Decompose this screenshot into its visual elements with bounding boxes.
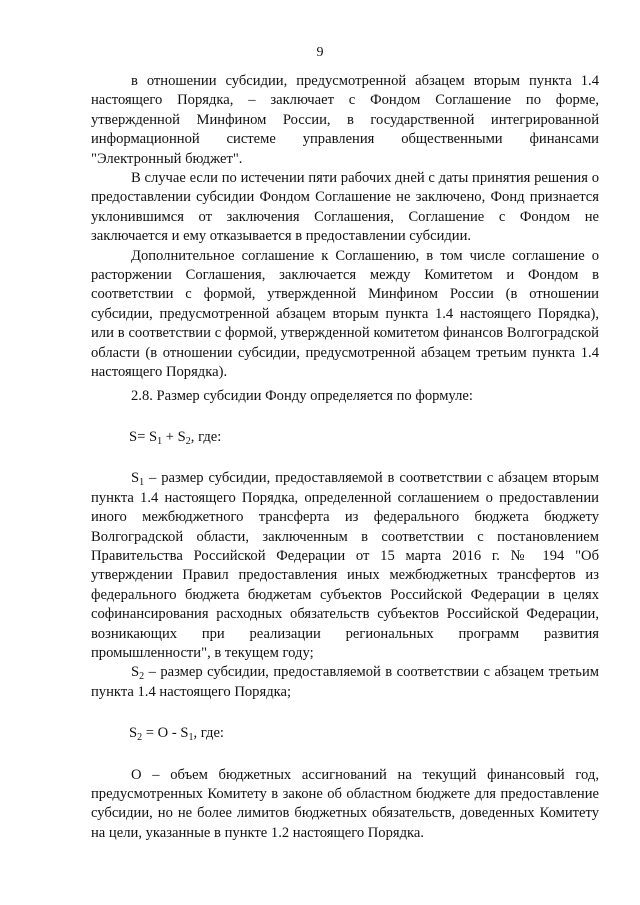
definition-s1-sub: 1: [139, 477, 145, 489]
document-body: [91, 72, 599, 843]
formula-s2-lhs: S: [129, 725, 138, 742]
paragraph-subsidy-size: 2.8. Размер субсидии Фонду определяется по формуле:: [131, 387, 473, 404]
formula-s2-sub1: 2: [137, 732, 143, 744]
formula-s2-mid: = O - S: [142, 725, 189, 742]
formula-total-sub2: 2: [185, 435, 191, 447]
definition-s2-text: – размер субсидии, предоставляемой в соответствии с абзацем третьим пункта 1.4 настоящего Порядка;: [91, 664, 599, 700]
formula-s2-tail: , где:: [193, 725, 224, 742]
formula-s2-sub2: 1: [188, 732, 194, 744]
definition-s1: [91, 469, 599, 663]
paragraph-additional-agreement: Дополнительное соглашение к Соглашению, в том числе соглашение о расторжении Соглашения, заключается между Комитетом и Фондом в соответствии с формой, утвержденной Минфином России (в отношении субсидии, предусмотренной абзацем вторым пункта 1.4 настоящего Порядка), или в соответствии с формой, утвержденной комитетом финансов Волгоградской области (в отношении субсидии, предусмотренной абзацем третьим пункта 1.4 настоящего Порядка).: [91, 247, 599, 381]
formula-total-plus: + S: [162, 428, 186, 445]
formula-s2: [129, 724, 599, 743]
formula-total-tail: , где:: [190, 428, 222, 445]
formula-total: [129, 428, 599, 447]
definition-s2-sub: 2: [139, 671, 145, 683]
definition-s1-text: – размер субсидии, предоставляемой в соответствии с абзацем вторым пункта 1.4 настоящего Порядка, определенной соглашением о предоставлении иного межбюджетного трансферта из федерального бюджета бюджету Волгоградской области, заключенным в соответствии с постановлением Правительства Российской Федерации от 15 марта 2016 г. № 194 "Об утверждении Правил предоставления иных межбюджетных трансфертов из федерального бюджета бюджетам субъектов Российской Федерации в целях софинансирования расходных обязательств субъектов Российской Федерации, возникающих при реализации региональных программ развития промышленности", в текущем году;: [91, 470, 599, 661]
paragraph-evasion: В случае если по истечении пяти рабочих дней с даты принятия решения о предоставлении субсидии Фондом Соглашение не заключено, Фонд признается уклонившимся от заключения Соглашения, Соглашение с Фондом не заключается и ему отказывается в предоставлении субсидии.: [91, 170, 599, 245]
page-number: 9: [316, 45, 324, 60]
definition-s2-symbol: S: [131, 664, 140, 681]
paragraph-agreement-form: в отношении субсидии, предусмотренной абзацем вторым пункта 1.4 настоящего Порядка, – заключает с Фондом Соглашение по форме, утвержденной Минфином России, в государственной интегрированной информационной системе управления общественными финансами "Электронный бюджет".: [91, 73, 599, 167]
formula-total-sub1: 1: [157, 435, 163, 447]
definition-s2: [91, 663, 599, 702]
formula-total-lhs: S= S: [129, 428, 158, 445]
definition-o: O – объем бюджетных ассигнований на текущий финансовый год, предусмотренных Комитету в законе об областном бюджете для предоставление субсидии, но не более лимитов бюджетных обязательств, доведенных Комитету на цели, указанные в пункте 1.2 настоящего Порядка.: [91, 766, 599, 841]
definition-s1-symbol: S: [131, 470, 140, 487]
